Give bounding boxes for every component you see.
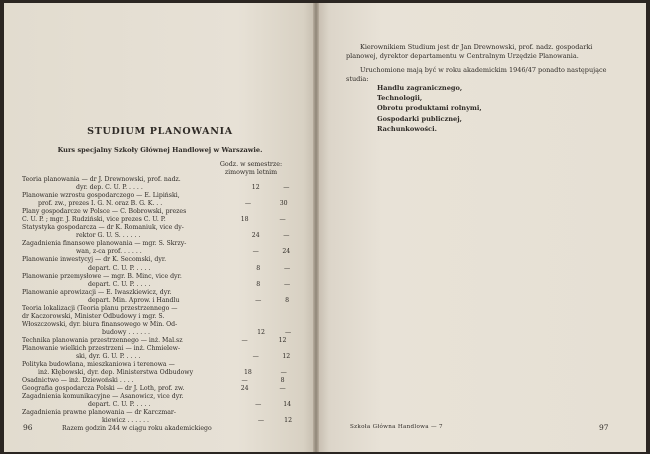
course-text: wan, z-ca prof. . . . . . [76, 248, 142, 256]
table-row [22, 385, 302, 393]
winter-hours: — [252, 353, 259, 361]
course-text: depart. C. U. P. . . . . [88, 401, 151, 409]
summer-hours [263, 313, 302, 321]
winter-hours: 18 [240, 216, 249, 224]
course-text: Teoria planowania — dr J. Drewnowski, prof. nadz. [22, 176, 181, 183]
study-item: Obrotu produktami rolnymi, [377, 104, 482, 113]
column-header-line: zimowym letnim [224, 169, 278, 176]
summer-hours [263, 305, 302, 313]
column-header-line: Godz. w semestrze: [219, 161, 283, 168]
winter-hours: — [257, 417, 265, 425]
studies-list [377, 83, 482, 134]
course-text: dyr. dep. C. U. P. . . . . [76, 184, 143, 192]
director-text [346, 43, 608, 83]
course-text: C. U. P. ; mgr. J. Rudziński, vice prezes C. U. P. [22, 216, 166, 224]
summer-hours: — [285, 328, 292, 336]
course-text: Geografia gospodarcza Polski — dr J. Loth, prof. zw. [22, 385, 185, 393]
summer-hours: — [283, 184, 290, 192]
course-text: Teoria lokalizacji (Teoria planu przestrzennego — [22, 304, 178, 312]
summer-hours: — [279, 385, 286, 393]
table-row [22, 345, 302, 353]
table-row [22, 176, 302, 184]
course-text: budowy . . . . . . [102, 328, 151, 336]
summer-hours: — [284, 264, 291, 272]
table-row [22, 256, 302, 264]
course-text: depart. C. U. P. . . . . [88, 280, 151, 288]
winter-hours: 24 [240, 385, 249, 393]
course-text: kiewicz . . . . . . [102, 417, 149, 425]
winter-hours [226, 409, 263, 417]
winter-hours [226, 240, 263, 248]
table-row [22, 369, 302, 377]
course-text: Planowanie aprowizacji — E. Iwaszkiewicz, dyr. [22, 288, 172, 296]
winter-hours: 12 [251, 184, 260, 192]
summer-hours [263, 224, 302, 232]
winter-hours [226, 192, 263, 200]
director-paragraph: Kierownikiem Studium jest dr Jan Drewnowski, prof. nadz. gospodarki planowej, dyrektor departamentu w Centralnym Urzędzie Planowania. [346, 43, 593, 60]
winter-hours [226, 313, 263, 321]
summer-hours [263, 240, 302, 248]
table-row [22, 273, 302, 281]
summer-hours [263, 273, 302, 281]
summer-hours [263, 345, 302, 353]
summer-hours: 24 [282, 248, 291, 256]
table-row [22, 200, 302, 208]
summer-hours [263, 393, 302, 401]
study-item: Gospodarki publicznej, [377, 114, 462, 123]
winter-hours: — [241, 377, 248, 385]
summer-hours: 30 [279, 200, 288, 208]
winter-hours: 8 [256, 280, 261, 288]
table-row [22, 417, 302, 425]
course-text: Planowanie wzrostu gospodarczego — E. Lipiński, [22, 192, 180, 200]
summer-hours: — [283, 232, 290, 240]
book-spread [4, 3, 646, 452]
summer-hours: 14 [283, 401, 292, 409]
course-text: Razem godzin 244 w ciągu roku akademickiego [62, 425, 212, 433]
summer-hours: 8 [280, 377, 285, 385]
table-row [22, 184, 302, 192]
winter-hours [226, 289, 263, 297]
course-text: Osadnictwo — inż. Dziewoński . . . . [22, 377, 134, 385]
winter-hours: — [241, 336, 248, 344]
summer-hours: — [279, 216, 286, 224]
winter-hours [226, 273, 263, 281]
winter-hours [226, 393, 263, 401]
course-text: Technika planowania przestrzennego — inż. Mal.sz [22, 336, 183, 344]
table-row [22, 297, 302, 305]
page-title: STUDIUM PLANOWANIA [87, 126, 233, 137]
table-row [22, 377, 302, 385]
table-row [22, 224, 302, 232]
right-page [316, 3, 646, 452]
table-row [22, 409, 302, 417]
winter-hours: — [255, 401, 262, 409]
table-row [22, 208, 302, 216]
winter-hours: 24 [251, 232, 260, 240]
course-text: Plany gospodarcze w Polsce — C. Bobrowski, prezes [22, 208, 187, 216]
table-row [22, 337, 302, 345]
winter-hours [237, 425, 269, 433]
course-text: rektor G. U. S. . . . . . [76, 232, 141, 240]
summer-hours: 12 [278, 336, 287, 344]
table-row [22, 248, 302, 256]
summer-hours: 12 [284, 417, 293, 425]
course-text: Statystyka gospodarcza — dr K. Romaniuk, vice dy- [22, 224, 184, 232]
course-text: Zagadnienia komunikacyjne — Asanowicz, vice dyr. [22, 393, 184, 401]
table-row [22, 401, 302, 409]
table-row [22, 353, 302, 361]
table-row [22, 240, 302, 248]
course-text: ski, dyr. G. U. P. . . . . [76, 353, 141, 361]
course-text: Polityka budowlana, mieszkaniowa i terenowa — [22, 361, 175, 369]
course-text: dr Kaczorowski, Minister Odbudowy i mgr. S. [22, 312, 165, 320]
summer-hours [263, 208, 302, 216]
course-text: depart. Min. Aprow. i Handlu [88, 296, 180, 304]
summer-hours [263, 289, 302, 297]
page-number-left: 96 [23, 423, 33, 432]
winter-hours: 8 [256, 264, 261, 272]
column-header [216, 161, 286, 177]
winter-hours [226, 361, 263, 369]
table-row [22, 289, 302, 297]
page-footer: Szkoła Główna Handlowa — 7 [350, 424, 443, 430]
course-text: Planowanie inwestycyj — dr K. Secomski, dyr. [22, 256, 167, 264]
summer-hours: 12 [282, 353, 291, 361]
course-text: Zagadnienia finansowe planowania — mgr. S. Skrzy- [22, 240, 187, 248]
winter-hours [226, 224, 263, 232]
table-row [22, 361, 302, 369]
course-text: Planowanie wielkich przestrzeni — inż. Chmielew- [22, 344, 181, 352]
study-item: Rachunkowości. [377, 124, 437, 133]
summer-hours [263, 256, 302, 264]
course-text: Planowanie przemysłowe — mgr. B. Minc, vice dyr. [22, 272, 182, 280]
winter-hours: 18 [243, 369, 252, 377]
winter-hours: — [252, 248, 259, 256]
winter-hours [226, 305, 263, 313]
page-number-right: 97 [599, 423, 609, 432]
summer-hours: — [284, 280, 291, 288]
table-row [22, 232, 302, 240]
winter-hours [226, 176, 263, 184]
course-text: depart. C. U. P. . . . . [88, 264, 151, 272]
table-row [22, 329, 302, 337]
page-subtitle: Kurs specjalny Szkoły Głównej Handlowej w Warszawie. [57, 146, 263, 154]
table-row [22, 425, 302, 433]
winter-hours [226, 256, 263, 264]
summer-hours [269, 425, 302, 433]
winter-hours: 12 [257, 328, 265, 336]
winter-hours: — [244, 200, 251, 208]
course-text: Zagadnienia prawne planowania — dr Karczmar- [22, 409, 176, 417]
course-text: Włoszczowski, dyr. biura finansowego w Min. Od- [22, 320, 178, 328]
table-row [22, 393, 302, 401]
table-row [22, 281, 302, 289]
studies-intro-paragraph: Uruchomione mają być w roku akademickim 1946/47 ponadto następujące studia: [346, 66, 607, 83]
table-row [22, 321, 302, 329]
summer-hours [263, 409, 302, 417]
table-row [22, 216, 302, 224]
summer-hours [263, 361, 302, 369]
study-item: Technologii, [377, 94, 423, 103]
winter-hours: — [255, 296, 262, 304]
course-text: prof. zw., prezes I. G. N. oraz B. G. K. . . [38, 200, 163, 208]
course-text: inż. Kłębowski, dyr. dep. Ministerstwa Odbudowy [38, 369, 194, 377]
table-row [22, 192, 302, 200]
summer-hours: 8 [285, 296, 290, 304]
table-row [22, 265, 302, 273]
course-table [22, 176, 302, 434]
study-item: Handlu zagranicznego, [377, 84, 463, 92]
winter-hours [226, 321, 263, 329]
winter-hours [226, 208, 263, 216]
left-page [4, 3, 316, 452]
summer-hours [263, 192, 302, 200]
summer-hours [263, 321, 302, 329]
winter-hours [226, 345, 263, 353]
summer-hours [263, 176, 302, 184]
table-row [22, 313, 302, 321]
book-gutter [313, 3, 319, 452]
table-row [22, 305, 302, 313]
summer-hours: — [280, 369, 287, 377]
